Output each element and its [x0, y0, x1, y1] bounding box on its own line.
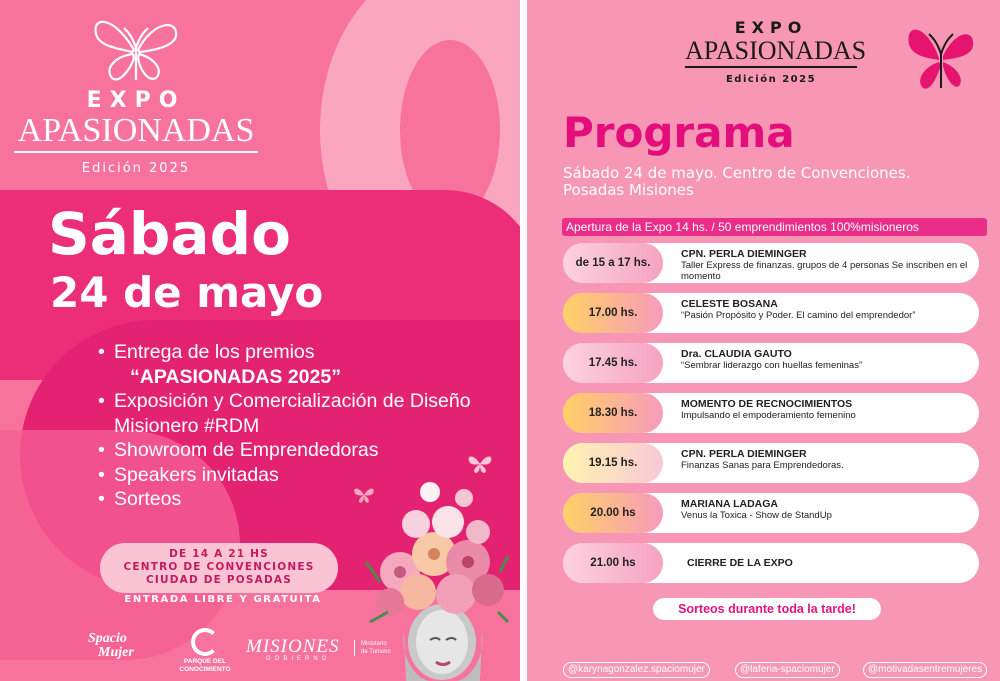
speaker-name: MARIANA LADAGA	[681, 498, 779, 510]
speaker-name: CELESTE BOSANA	[681, 298, 778, 310]
schedule-row	[563, 393, 979, 433]
social-handle[interactable]: @laferia-spaciomujer	[735, 662, 840, 678]
speaker-name: CPN. PERLA DIEMINGER	[681, 448, 807, 460]
logo-expo: EXPO	[86, 88, 186, 113]
session-description: “Sembrar liderazgo con huellas femeninas”	[681, 360, 863, 371]
schedule-row	[563, 443, 979, 483]
expo-logo	[685, 18, 867, 85]
session-description: Taller Express de finanzas. grupos de 4 personas Se inscriben en el momento	[681, 260, 968, 282]
speaker-name: Dra. CLAUDIA GAUTO	[681, 348, 792, 360]
misiones-logo: MISIONES GOBIERNO	[246, 636, 340, 662]
speaker-name: MOMENTO DE RECNOCIMIENTOS	[681, 398, 853, 410]
logo-apasionadas: APASIONADAS	[685, 37, 857, 68]
session-description: Venus la Toxica - Show de StandUp	[681, 510, 832, 521]
schedule-row	[563, 243, 979, 283]
list-item: • Entrega de los premios “APASIONADAS 2025”	[98, 340, 488, 389]
award-name: “APASIONADAS 2025”	[130, 365, 341, 388]
event-subtitle: Sábado 24 de mayo. Centro de Convenciones. Posadas Misiones	[563, 164, 911, 199]
logo-expo: EXPO	[734, 18, 808, 37]
list-item: • Showroom de Emprendedoras	[98, 438, 488, 463]
schedule-row	[563, 293, 979, 333]
raffle-banner: Sorteos durante toda la tarde!	[653, 598, 881, 620]
poster-divider	[520, 0, 527, 681]
speaker-name: CIERRE DE LA EXPO	[687, 557, 793, 569]
session-description: Impulsando el empoderamiento femenino	[681, 410, 856, 421]
time-pill: 18.30 hs.	[563, 393, 663, 433]
right-poster	[527, 0, 1000, 681]
session-description: Finanzas Sanas para Emprendedoras.	[681, 460, 844, 471]
ring-icon	[191, 628, 219, 656]
social-handle[interactable]: @motivadasentremujeres	[863, 662, 987, 678]
time-pill: 20.00 hs	[563, 493, 663, 533]
event-date	[48, 200, 323, 318]
time-pill: 17.00 hs.	[563, 293, 663, 333]
logo-apasionadas: APASIONADAS	[14, 113, 258, 153]
social-handle[interactable]: @karynagonzalez.spaciomujer	[563, 662, 710, 678]
list-item: • Sorteos	[98, 487, 488, 512]
time-pill: de 15 a 17 hs.	[563, 243, 663, 283]
session-description: “Pasión Propósito y Poder. El camino del emprendedor”	[681, 310, 916, 321]
time-pill: 21.00 hs	[563, 543, 663, 583]
schedule-row	[563, 493, 979, 533]
list-item: • Speakers invitadas	[98, 463, 488, 488]
list-item: • Exposición y Comercialización de Diseño Misionero #RDM	[98, 389, 488, 438]
parque-conocimiento-logo: PARQUE DEL CONOCIMIENTO	[174, 628, 236, 674]
ministerio-turismo-label: Ministerio de Turismo	[354, 640, 391, 656]
butterfly-icon	[903, 14, 979, 94]
time-pill: 19.15 hs.	[563, 443, 663, 483]
time-location-badge: DE 14 A 21 HS CENTRO DE CONVENCIONES CIUDAD DE POSADAS	[100, 543, 338, 593]
logo-edicion: Edición 2025	[725, 74, 817, 85]
social-handles	[563, 662, 1000, 680]
date-day: Sábado	[48, 200, 291, 268]
schedule-row	[563, 343, 979, 383]
schedule-row	[563, 543, 979, 583]
time-pill: 17.45 hs.	[563, 343, 663, 383]
speaker-name: CPN. PERLA DIEMINGER	[681, 248, 807, 260]
butterfly-icon	[86, 8, 186, 86]
flower-bouquet-icon	[360, 462, 510, 681]
logo-edicion: Edición 2025	[81, 161, 191, 176]
spacio-mujer-logo: Spacio Mujer	[88, 631, 134, 660]
free-entry-text: ENTRADA LIBRE Y GRATUITA	[124, 594, 322, 605]
date-month: 24 de mayo	[50, 268, 324, 317]
opening-banner: Apertura de la Expo 14 hs. / 50 emprendimientos 100%misioneros	[562, 218, 987, 236]
expo-logo	[10, 8, 262, 176]
page-title: Programa	[563, 108, 795, 157]
